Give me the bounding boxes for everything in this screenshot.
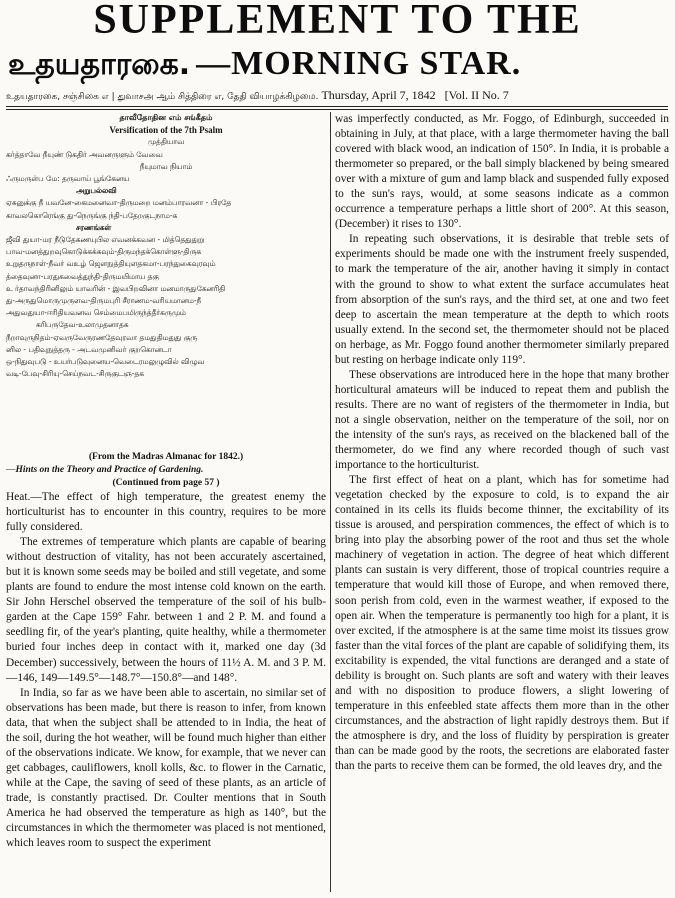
article-title [6, 464, 326, 477]
left-column [6, 112, 326, 896]
title-english: MORNING STAR. [231, 45, 522, 82]
poem-line: ஜீவி துயா-மர நீடுதேகணயுபில எவனக்கவன - மித்தெதுதுறு [6, 235, 205, 245]
poem-line: முத்தியாவ [147, 137, 185, 147]
article-paragraph: The first effect of heat on a plant, which has for sometime had vegetation checked by the exposure to cold, is to expand the air contained in its cells its fluids become thinner, the excitability of its tissue is aroused, and perspiration commences, the effect of which is to bring into play the absorbing power of the root and thus set the whole machinery of vegetation in action. The degree of heat which different plants can sustain is very different, those of tropical countries require a temperature that would kill those of Europe, and when removed there, soon perish from cold, even in the warmest weather, if exposed to the open air. When the temperature is permanently too high for a plant, it is over excited, if the atmosphere is at the same time moist its tissues grow faster than the vital forces of the plant are capable of solidifying them, its excitability is expended, the vital functions are deranged and a state of debility is brought on. Such plants are soft and watery with their leaves and with no disposition to produce flowers, a slight lowering of temperature in this enfeebled state affects them more than in the other circumstances, and the abstraction of light rapidly destroys them. But if the atmosphere is dry, and the loss of fluidity by perspiration is greater than can be made good by the roots, the secretions are elaborated faster than the parts to receive them can be formed, the old leaves dry, and the [335, 474, 669, 773]
dateline [6, 86, 670, 104]
masthead-supplement: SUPPLEMENT TO THE [93, 0, 582, 40]
poem-heading: தாவீதோதின எம் சங்கீதம் [119, 113, 213, 122]
article-paragraph: These observations are introduced here in the hope that many brother horticultural amateurs will be induced to repeat them and publish the results. There are no want of registers of the thermometer in India, but not a single observation, neither on the temperature of the soil, nor on the intensity of the sun's rays, as received on the blackened ball of the thermometer, do we find any where recorded though of such vast importance to the horticulturist. [335, 368, 669, 472]
poem-line: ஃருமருள்ப மே: தருவாய் பூங்கேனய [6, 174, 130, 184]
poem-line: அறுபல்லவி [76, 186, 117, 196]
article-paragraph: was imperfectly conducted, as Mr. Foggo, of Edinburgh, succeeded in obtaining in July, at that place, with a large thermometer having the ball covered with black wood, an indication of 150°. In India, it is probable a thermometer so prepared, or the ball simply blackened by being smeared over with a mixture of gum and lamp black and suspended fully exposed to the sun's rays, would, at some seasons indicate as a common occurrence a temperature perhaps a little short of 200°. At this season, (December) it rises to 130°. [335, 113, 669, 231]
right-column [335, 112, 669, 896]
header-rule [6, 106, 668, 107]
poem-line: சரணங்கள் [76, 222, 112, 232]
poem-line: னில - பதிவுநுத்தரு - அடவமுனிவர் குறகொனடா [6, 344, 172, 354]
poem-line: வடி-பேவு-சிரியு-செய்நவட-சிருகுடஞ-தக [6, 369, 144, 379]
header-rule-double [6, 109, 668, 110]
title-tamil: உதயதாரகை. [8, 47, 191, 82]
poem-line: நீறாவுருநிதம்-ஏவருவேருரணதேவுரவா தமதுதிமதுது குரு [6, 332, 198, 342]
dateline-volume: [Vol. II No. 7 [444, 88, 509, 102]
newspaper-title [8, 44, 668, 84]
poem-line: நீயுமாவ நியாம் [139, 161, 193, 171]
article-body-right [335, 112, 669, 774]
article-paragraph: In India, so far as we have been able to ascertain, no similar set of observations has been made, but there is reason to infer, from known data, that when the subject shall be attended to in India, the heat of the soil, during the hot weather, will be found much higher than either of the observations indicate. We know, for example, that we never can get cabbages, cauliflowers, knoll kolls, &c. to flower in the Carnatic, while at the Cape, the saving of seed of these plants, as an article of trade, is constantly practised. Dr. Coulter mentions that in South America he had observed the temperature as high as 140°, but the circumstances in which the thermometer was placed is not mentioned, which leaves room to suspect the experiment [6, 686, 326, 850]
poem-line: ஒ-நிதுவுபடு - உயர்படுவுனைய-வெடைரமலுழுவில் விழுவ [6, 357, 205, 367]
continued-note: (Continued from page 57 ) [112, 478, 220, 488]
dateline-tamil: உதயதாரகை, சஞ்சிகை எ | துவாசஅ ஆம் சித்திரை எ, தேதி வியாழக்கிழமை. [6, 92, 319, 102]
article-title-text: Hints on the Theory and Practice of Gardening. [15, 465, 204, 475]
poem-line: உ ர்தாவந்திரினிலும் யாவரின் - இவபிறவினா மனமாருதுகேனரிதி [6, 283, 226, 293]
poem-line: காவலகொரெங்கு து-நெருங்கு ந்தி-பதேறகுடநாம-க [6, 210, 178, 220]
article-body-left [6, 490, 326, 851]
poem-line: கர்த்தாவே நீயுண் டுகதிர் அவனருளும் வேவை [6, 149, 163, 159]
tamil-poem [6, 112, 326, 445]
poem-line: து-அருதுமொருமுருளவ-திருமபுரி சீராணம-வரியமானம-நீ [6, 296, 202, 306]
poem-line: பாவ-மனத்துறவுகொடுக்கக்கவும்-திருமந்தக்கொள்ளு-திருக [6, 247, 202, 257]
article-paragraph: The extremes of temperature which plants are capable of bearing without destruction of vitality, has not been accurately ascertained, but it is known some seeds may be boiled and still vegetate, and some plants are found to endure the most intense cold known on the earth. Sir John Herschel observed the temperature of the soil of his bulb-garden at the Cape 159° Fahr. between 1 and 2 P. M. and found a seedling fir, of the year's planting, quite healthy, while a thermometer buried four inches deep in contact with it, marked one day (3d December) successively, between the hours of 11½ A. M. and 3 P. M.—146, 149—149.5°—148.7°—150.8°—and 148°. [6, 536, 326, 684]
poem-subheading: Versification of the 7th Psalm [109, 125, 223, 136]
article-paragraph: In repeating such observations, it is desirable that treble sets of experiments should be made one with the instrument freely suspended, to mark the temperature of the air, another having it simply in contact with the ground to show to what extent the surface accumulates heat from absorption of the sun's rays, and the third set, at one and two feet deep to ascertain the mean temperature at the depth to which roots usually extend. In the second set, the thermometer should not be placed on herbage, as Mr. Foggo found another thermometer similarly prepared but resting on herbage indicate only 119°. [335, 233, 669, 366]
article-title-dash: — [6, 465, 16, 475]
poem-line: த்தைவுனா-பரதுகவைத்துந்தி-திருமயிமாய தகு [6, 271, 159, 281]
poem-line: உறுதருநாள்-நீவர் வஉழ் ஜெளநுத்தியுளதகமா-பரந்துகைவுரவும் [6, 259, 216, 269]
title-dash: — [196, 45, 232, 82]
poem-line: அதுவதுயா-ஈரிதியவனவ செம்மைபமிருந்த்தீர்கருமும் [6, 308, 186, 318]
source-note: (From the Madras Almanac for 1842.) [88, 452, 244, 462]
article-paragraph: Heat.—The effect of high temperature, the greatest enemy the horticulturist has to encounter in this country, requires to be more fully considered. [6, 491, 326, 534]
poem-line: ஏகனுக்கு நீ யவனே-கைமனைவா-திருமறை மனம்பாரவனா - பிரதே [6, 198, 232, 208]
dateline-date: Thursday, April 7, 1842 [321, 88, 436, 102]
column-divider [330, 112, 331, 892]
poem-line: கரிபருதேவ-உலாமுதனாதக [36, 320, 129, 330]
